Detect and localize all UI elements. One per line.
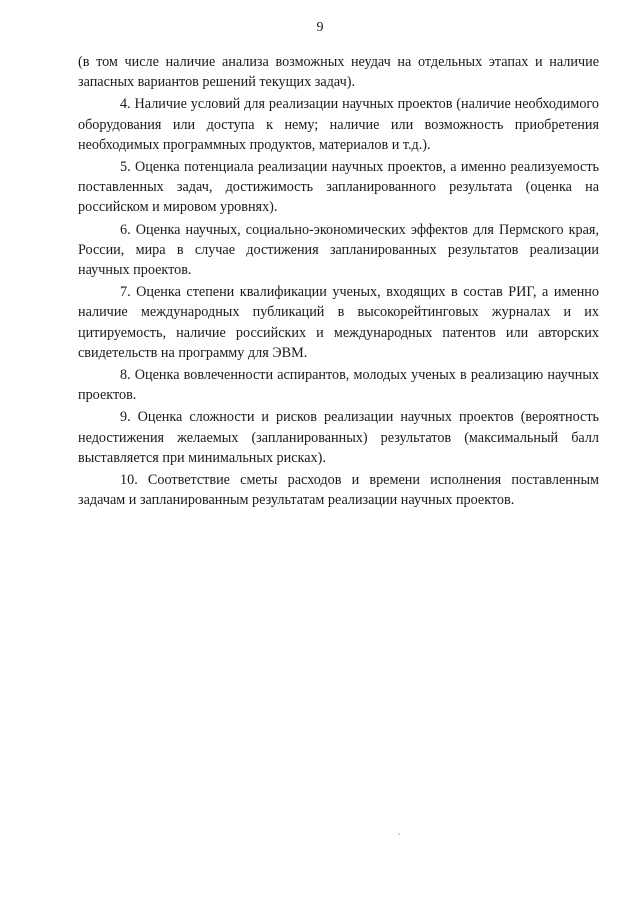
paragraph-item-6: 6. Оценка научных, социально-экономических эффектов для Пермского края, России, мира в случае достижения запланированных результатов реализации научных проектов.	[78, 221, 599, 279]
paragraph-continuation: (в том числе наличие анализа возможных неудач на отдельных этапах и наличие запасных вариантов решений текущих задач).	[78, 54, 599, 91]
page-number: 9	[316, 20, 324, 35]
paragraph-item-9: 9. Оценка сложности и рисков реализации научных проектов (вероятность недостижения желаемых (запланированных) результатов (максимальный балл выставляется при минимальных рисках).	[78, 409, 599, 466]
paragraph-item-5: 5. Оценка потенциала реализации научных проектов, а именно реализуемость поставленных задач, достижимость запланированного результата (оценка на российском и мировом уровнях).	[78, 159, 599, 216]
paragraph-item-10: 10. Соответствие сметы расходов и времени исполнения поставленным задачам и запланированным результатам реализации научных проектов.	[78, 472, 599, 509]
paragraph-item-7: 7. Оценка степени квалификации ученых, входящих в состав РИГ, а именно наличие международных публикаций в высокорейтинговых журналах и их цитируемость, наличие российских и международных патентов или авторских свидетельств на программу для ЭВМ.	[78, 284, 599, 361]
paragraph-item-4: 4. Наличие условий для реализации научных проектов (наличие необходимого оборудования или доступа к нему; наличие или возможность приобретения необходимых программных продуктов, материалов и т.д.).	[78, 96, 599, 153]
paragraph-item-8: 8. Оценка вовлеченности аспирантов, молодых ученых в реализацию научных проектов.	[78, 367, 599, 404]
page-body	[78, 52, 599, 512]
scan-speck	[398, 833, 400, 835]
